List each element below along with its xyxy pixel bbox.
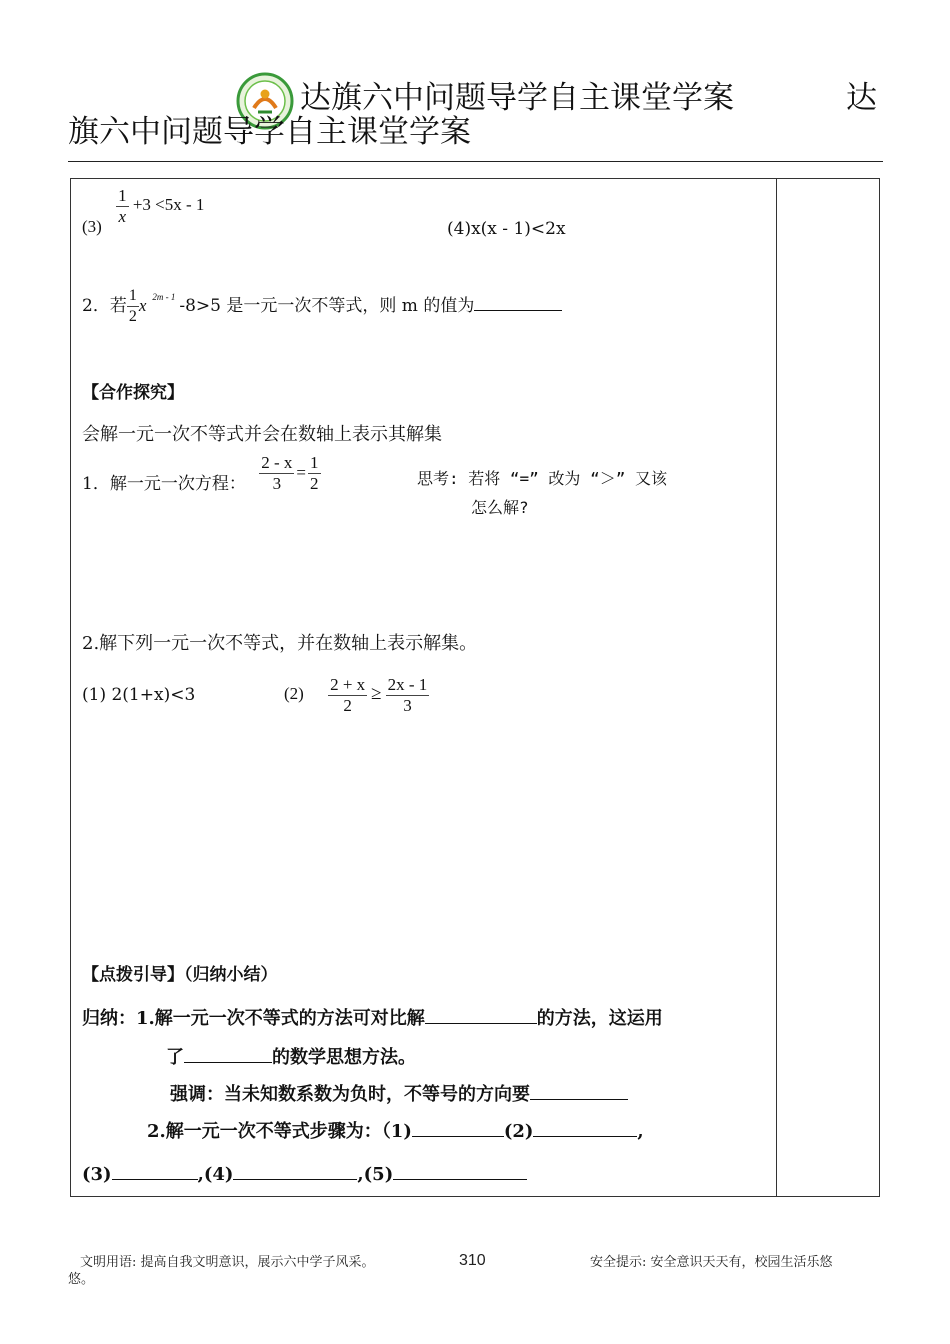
- coop-q1-left-denominator: 3: [272, 474, 282, 493]
- guide-blank-method[interactable]: [425, 1005, 537, 1024]
- coop-q2-item-2-right-numerator: 2x - 1: [387, 675, 428, 694]
- item-3-rest: +3 <5x - 1: [132, 195, 205, 215]
- guide-line-1-a: 归纳：1.解一元一次不等式的方法可对比解: [82, 1008, 425, 1029]
- question-2-answer-blank[interactable]: [474, 292, 562, 311]
- header-rule: [68, 161, 883, 162]
- guide-line-1: [82, 1005, 663, 1030]
- header-title-line2: 旗六中问题导学自主课堂学案: [68, 114, 471, 150]
- guide-blank-direction[interactable]: [530, 1081, 628, 1100]
- coop-question-1: [82, 453, 321, 494]
- coop-q1-right-numerator: 1: [310, 453, 319, 472]
- coop-heading: 【合作探究】: [82, 383, 184, 403]
- footer-right: 安全提示: 安全意识天天有，校园生活乐悠: [590, 1255, 833, 1270]
- footer-wrap: 悠。: [68, 1272, 95, 1287]
- footer-left: 文明用语: 提高自我文明意识，展示六中学子风采。: [80, 1255, 375, 1270]
- guide-line-4-b: (2): [503, 1121, 534, 1142]
- coop-q2-item-2-operator: ≥: [371, 683, 382, 705]
- coop-q2-item-2-left-fraction: [328, 675, 367, 716]
- coop-q2-item-2-left-denominator: 2: [343, 696, 352, 715]
- guide-line-3: [170, 1081, 628, 1106]
- item-3-denominator: x: [118, 207, 127, 226]
- guide-line-4-a: 2.解一元一次不等式步骤为：（1): [147, 1121, 412, 1142]
- header-title-tail: 达: [846, 80, 877, 116]
- guide-blank-step-5[interactable]: [393, 1161, 527, 1180]
- item-4: (4)x(x - 1)<2x: [447, 219, 566, 239]
- question-2-numerator: 1: [127, 286, 139, 307]
- guide-line-4-c: ,: [637, 1121, 644, 1142]
- table-divider: [776, 178, 777, 1197]
- guide-line-5: [82, 1161, 527, 1186]
- coop-q1-prefix: 1．解一元一次方程：: [82, 474, 246, 494]
- think-line-1: 思考: 若将 “=” 改为 “＞” 又该: [417, 469, 667, 488]
- item-3-label: (3): [82, 217, 102, 237]
- guide-blank-step-2[interactable]: [533, 1118, 637, 1137]
- coop-q1-left-numerator: 2 - x: [261, 453, 293, 472]
- guide-blank-step-1[interactable]: [412, 1118, 504, 1137]
- question-2-prefix: 2．若: [82, 296, 127, 316]
- coop-intro: 会解一元一次不等式并会在数轴上表示其解集: [82, 424, 442, 445]
- guide-blank-step-4[interactable]: [233, 1161, 357, 1180]
- guide-line-5-a: (3): [82, 1164, 112, 1185]
- guide-heading: 【点拨引导】（归纳小结）: [82, 965, 278, 985]
- question-2-suffix: -8>5 是一元一次不等式，则 m 的值为: [179, 296, 475, 316]
- coop-q2-item-2: [284, 675, 429, 716]
- coop-question-2: 2.解下列一元一次不等式，并在数轴上表示解集。: [82, 633, 478, 654]
- guide-blank-thought[interactable]: [184, 1044, 272, 1063]
- question-2-denominator: 2: [128, 308, 137, 325]
- coop-q2-item-1: (1) 2(1+x)<3: [82, 685, 196, 705]
- footer-page-number: 310: [459, 1252, 486, 1269]
- guide-line-5-c: ,(5): [357, 1164, 394, 1185]
- question-2-fraction: [127, 286, 139, 327]
- think-line-2: 怎么解?: [471, 498, 529, 517]
- guide-line-1-b: 的方法，这运用: [536, 1008, 663, 1029]
- guide-line-2: [166, 1044, 416, 1069]
- guide-blank-step-3[interactable]: [112, 1161, 198, 1180]
- coop-q1-right-fraction: [308, 453, 321, 494]
- coop-q1-right-denominator: 2: [310, 474, 319, 493]
- coop-q2-item-2-label: (2): [284, 684, 304, 704]
- guide-line-2-a: 了: [166, 1047, 184, 1068]
- coop-q2-item-2-right-denominator: 3: [403, 696, 412, 715]
- coop-q2-item-2-right-fraction: [386, 675, 430, 716]
- coop-q1-equals: =: [296, 463, 306, 482]
- question-2: [82, 286, 562, 327]
- guide-line-2-b: 的数学思想方法。: [272, 1047, 416, 1068]
- item-3-numerator: 1: [118, 186, 127, 205]
- guide-line-5-b: ,(4): [197, 1164, 234, 1185]
- item-3: [82, 182, 205, 237]
- header-title-line1: 达旗六中问题导学自主课堂学案: [300, 80, 734, 116]
- guide-line-3-text: 强调：当未知数系数为负时，不等号的方向要: [170, 1084, 530, 1105]
- question-2-exponent: 2m - 1: [152, 292, 176, 303]
- question-2-variable: x: [138, 296, 147, 315]
- guide-line-4: [147, 1118, 644, 1143]
- coop-q2-item-2-left-numerator: 2 + x: [330, 675, 366, 694]
- coop-q1-left-fraction: [259, 453, 294, 494]
- item-3-fraction: [116, 186, 129, 227]
